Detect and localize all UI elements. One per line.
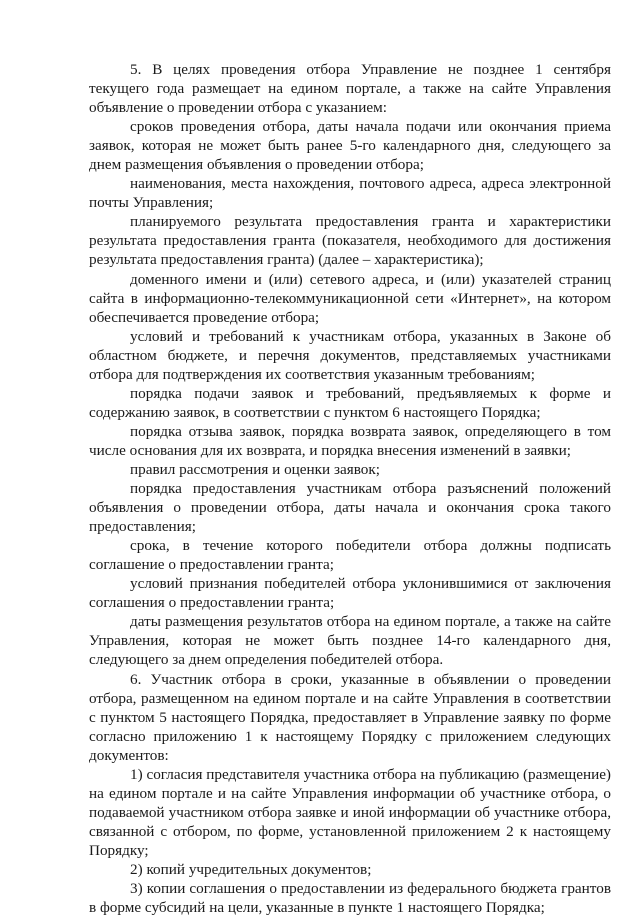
paragraph-subitem-1-consent: 1) согласия представителя участника отбора на публикацию (размещение) на едином портале и на сайте Управления информации об участнике отбора, о подаваемой участником отбора заявке и иной информации об участнике отбора, связанной с отбором, по форме, установленной приложением 2 к настоящему Порядку;: [89, 765, 611, 859]
paragraph-item-conditions: условий и требований к участникам отбора, указанных в Законе об областном бюджете, и перечня документов, представляемых участниками отбора для подтверждения их соответствия указанным требованиям;: [89, 327, 611, 383]
paragraph-clause-5-intro: 5. В целях проведения отбора Управление не позднее 1 сентября текущего года размещает на едином портале, а также на сайте Управления объявление о проведении отбора с указанием:: [89, 61, 611, 117]
paragraph-item-results-publication: даты размещения результатов отбора на едином портале, а также на сайте Управления, которая не может быть позднее 14-го календарного дня, следующего за днем определения победителей отбора.: [89, 613, 611, 669]
paragraph-item-submission-order: порядка подачи заявок и требований, предъявляемых к форме и содержанию заявок, в соответствии с пунктом 6 настоящего Порядка;: [89, 384, 611, 421]
paragraph-item-deadlines: сроков проведения отбора, даты начала подачи или окончания приема заявок, которая не может быть ранее 5-го календарного дня, следующего за днем размещения объявления о проведении отбора;: [89, 118, 611, 174]
document-body: [89, 60, 611, 917]
paragraph-item-withdrawal-order: порядка отзыва заявок, порядка возврата заявок, определяющего в том числе основания для их возврата, и порядка внесения изменений в заявки;: [89, 422, 611, 459]
paragraph-item-signing-term: срока, в течение которого победители отбора должны подписать соглашение о предоставлении гранта;: [89, 537, 611, 574]
paragraph-item-clarifications: порядка предоставления участникам отбора разъяснений положений объявления о проведении отбора, даты начала и окончания срока такого предоставления;: [89, 480, 611, 536]
paragraph-item-name-address: наименования, места нахождения, почтового адреса, адреса электронной почты Управления;: [89, 175, 611, 212]
paragraph-item-planned-result: планируемого результата предоставления гранта и характеристики результата предоставления гранта (показателя, необходимого для достижения результата предоставления гранта) (далее – характеристика);: [89, 213, 611, 269]
paragraph-item-domain-name: доменного имени и (или) сетевого адреса, и (или) указателей страниц сайта в информационно-телекоммуникационной сети «Интернет», на котором обеспечивается проведение отбора;: [89, 270, 611, 326]
paragraph-clause-6-intro: 6. Участник отбора в сроки, указанные в объявлении о проведении отбора, размещенном на едином портале и на сайте Управления в соответствии с пунктом 5 настоящего Порядка, предоставляет в Управление заявку по форме согласно приложению 1 к настоящему Порядку с приложением следующих документов:: [89, 670, 611, 764]
paragraph-item-evasion-conditions: условий признания победителей отбора уклонившимися от заключения соглашения о предоставлении гранта;: [89, 575, 611, 612]
paragraph-item-review-rules: правил рассмотрения и оценки заявок;: [130, 460, 380, 478]
paragraph-subitem-2-charter-copies: 2) копий учредительных документов;: [130, 860, 372, 878]
paragraph-subitem-3-agreement-copy: 3) копии соглашения о предоставлении из федерального бюджета грантов в форме субсидий на цели, указанные в пункте 1 настоящего Порядка;: [89, 880, 611, 917]
